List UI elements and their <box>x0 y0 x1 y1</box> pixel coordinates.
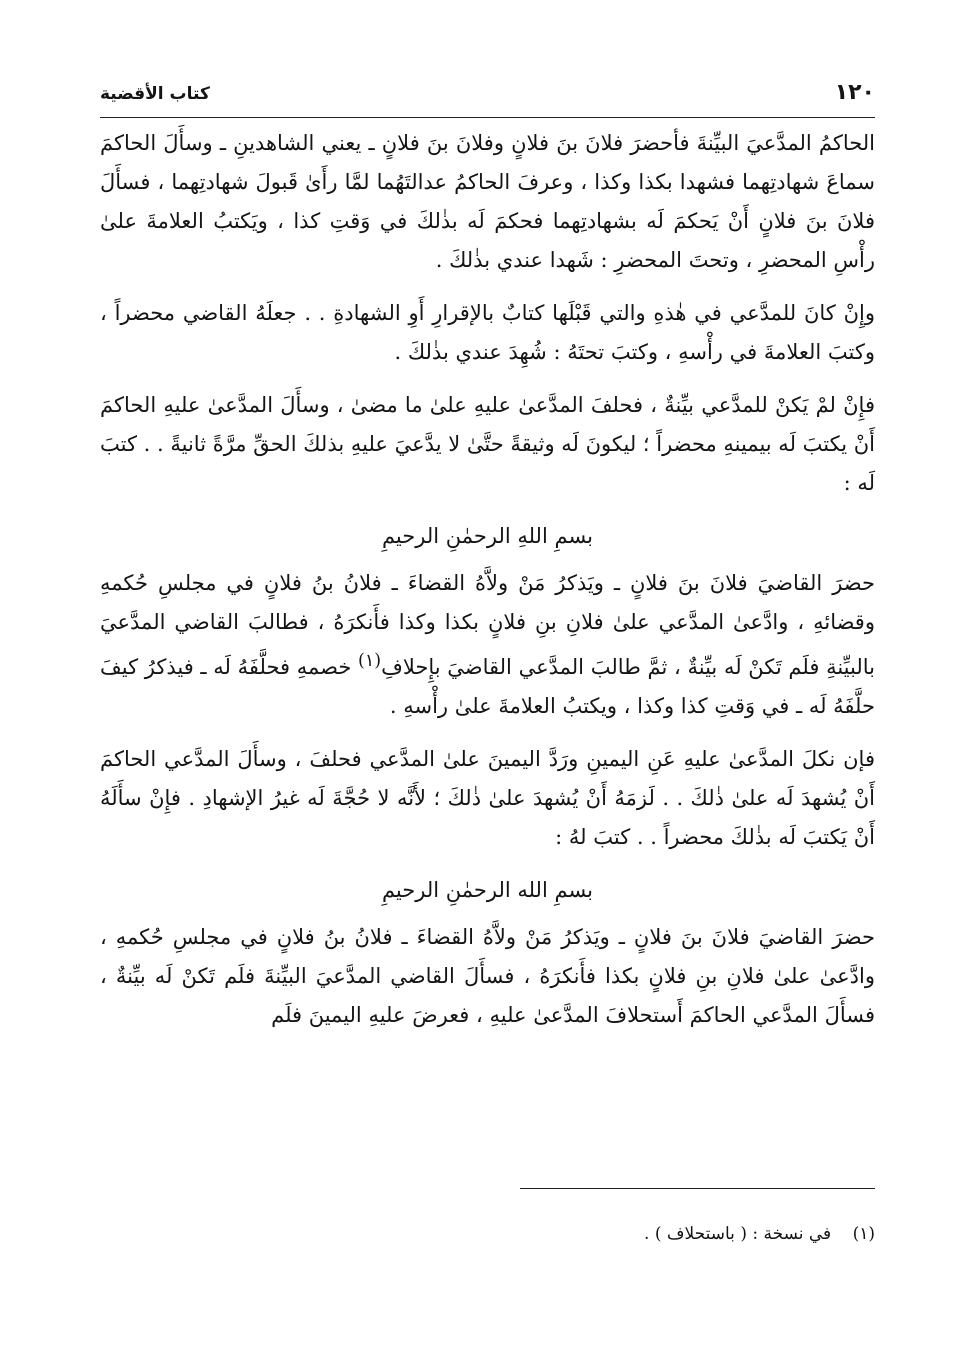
paragraph-4-part-1: حضرَ القاضيَ فلانَ بنَ فلانٍ ـ ويَذكرُ مَنْ ولاَّهُ القضاءَ ـ فلانُ بنُ فلانٍ في مجلسِ حُكمهِ وقضائهِ ، وادَّعىٰ المدَّعي علىٰ فلانِ بنِ فلانٍ بكذا وكذا فأَنكرَهُ ، فطالبَ القاضي المدَّعيَ بالبيِّنةِ فلَم تَكنْ لَه بيِّنةٌ ، ثمَّ طالبَ المدَّعي القاضيَ بإِحلافِ <box>100 571 875 679</box>
paragraph-4 <box>100 564 875 726</box>
footnote-text: في نسخة : ( باستحلاف ) . <box>644 1224 832 1244</box>
footnote-rule <box>520 1188 875 1189</box>
main-text <box>100 124 875 1049</box>
paragraph-1: الحاكمُ المدَّعيَ البيِّنةَ فأحضرَ فلانَ بنَ فلانٍ وفلانَ بنَ فلانٍ ـ يعني الشاهدينِ ـ وسأَلَ الحاكمَ سماعَ شهادتِهما فشهدا بكذا وكذا ، وعرفَ الحاكمُ عدالتَهُما لمَّا رأَىٰ قَبولَ شهادتِهما ، فسأَلَ فلانَ بنَ فلانٍ أَنْ يَحكمَ لَه بشهادتِهما فحكمَ لَه بذٰلكَ في وَقتِ كذا ، ويَكتبُ العلامةَ علىٰ رأْسِ المحضرِ ، وتحتَ المحضرِ : شَهدا عندي بذٰلكَ . <box>100 131 875 272</box>
running-title: كتاب الأقضية <box>100 84 210 104</box>
paragraph-4-part-2: خصمهِ فحلَّفَهُ لَه ـ فيذكرُ كيفَ حلَّفَهُ لَه ـ في وَقتِ كذا وكذا ، ويكتبُ العلامةَ علىٰ رأْسهِ . <box>100 655 875 718</box>
footnote-marker: (١) <box>358 651 382 671</box>
header-rule <box>100 117 875 118</box>
footnote <box>100 1220 875 1248</box>
paragraph-3: فإِنْ لمْ يَكنْ للمدَّعي بيِّنةٌ ، فحلفَ المدَّعىٰ عليهِ علىٰ ما مضىٰ ، وسأَلَ المدَّعىٰ عليهِ الحاكمَ أَنْ يكتبَ لَه بيمينهِ محضراً ؛ ليكونَ لَه وثيقةً حتَّىٰ لا يدَّعيَ عليهِ بذلكَ الحقِّ مرَّةً ثانيةً . . كتبَ لَه : <box>100 393 875 495</box>
paragraph-5: فإن نكلَ المدَّعىٰ عليهِ عَنِ اليمينِ ورَدَّ اليمينَ علىٰ المدَّعي فحلفَ ، وسأَلَ المدَّعي الحاكمَ أَنْ يُشهدَ لَه علىٰ ذٰلكَ . . لَزمَهُ أَنْ يُشهدَ علىٰ ذٰلكَ ؛ لأَنَّه لا حُجَّةَ لَه غيرُ الإشهادِ . فإِنْ سأَلَهُ أَنْ يَكتبَ لَه بذٰلكَ محضراً . . كتبَ لهُ : <box>100 747 875 849</box>
basmala-2: بسمِ الله الرحمٰنِ الرحيمِ <box>381 878 594 902</box>
basmala-1: بسمِ اللهِ الرحمٰنِ الرحيمِ <box>381 524 594 548</box>
paragraph-2: وإِنْ كانَ للمدَّعي في هٰذهِ والتي قَبْلَها كتابٌ بالإقرارِ أَوِ الشهادةِ . . جعلَهُ القاضي محضراً ، وكتبَ العلامةَ في رأْسهِ ، وكتبَ تحتَهُ : شُهِدَ عندي بذٰلكَ . <box>100 301 875 364</box>
paragraph-6: حضرَ القاضيَ فلانَ بنَ فلانٍ ـ ويَذكرُ مَنْ ولاَّهُ القضاءَ ـ فلانُ بنُ فلانٍ في مجلسِ حُكمهِ ، وادَّعىٰ علىٰ فلانِ بنِ فلانٍ بكذا فأَنكرَهُ ، فسأَلَ القاضي المدَّعيَ البيِّنةَ فلَم تَكنْ لَه بيِّنةٌ ، فسأَلَ المدَّعي الحاكمَ أَستحلافَ المدَّعىٰ عليهِ ، فعرضَ عليهِ اليمينَ فلَم <box>100 925 875 1027</box>
page-number: ١٢٠ <box>834 80 875 105</box>
page-header <box>100 80 875 114</box>
footnote-number: (١) <box>852 1224 875 1244</box>
